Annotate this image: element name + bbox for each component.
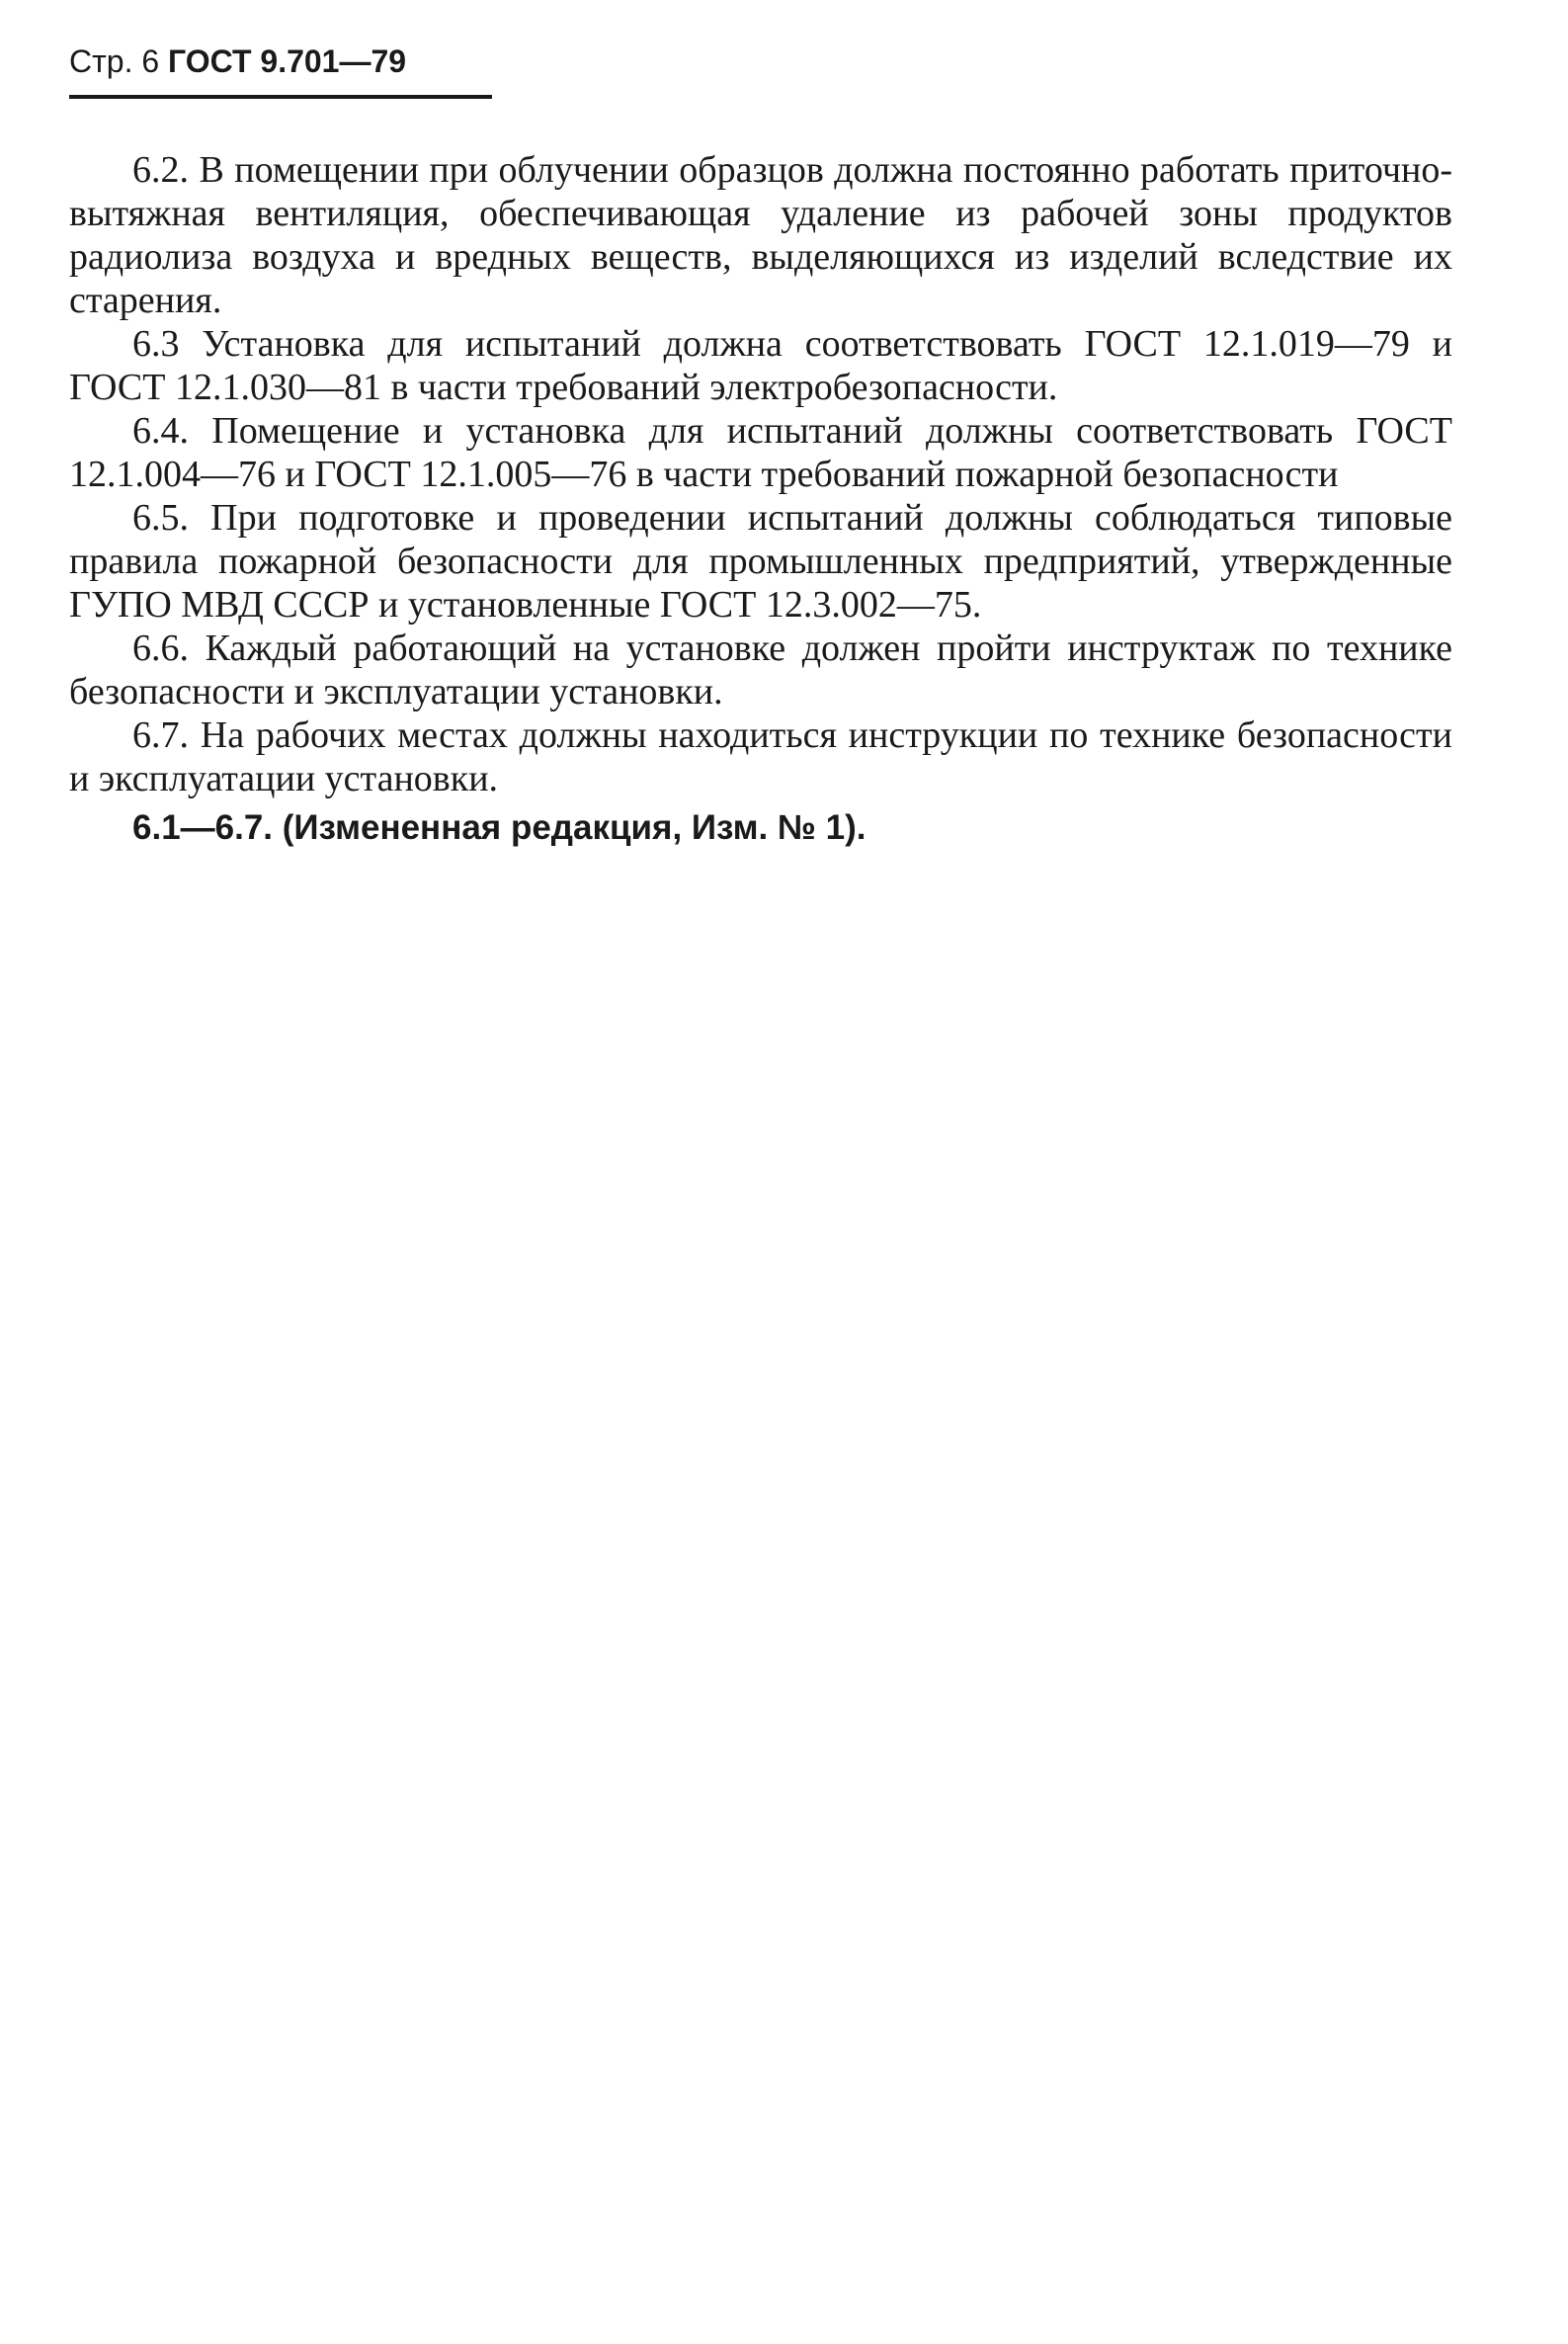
paragraph-6-4: 6.4. Помещение и установка для испытаний должны соответствовать ГОСТ 12.1.004—76 и ГОСТ 12.1.005—76 в части требований пожарной безопасности [69,410,1452,495]
amendment-note: 6.1—6.7. (Измененная редакция, Изм. № 1). [132,808,867,847]
paragraph-6-7: 6.7. На рабочих местах должны находиться инструкции по технике безопасности и эксплуатации установки. [69,714,1452,799]
page-number: Стр. 6 [69,43,160,79]
header-rule [69,95,492,99]
standard-designation: ГОСТ 9.701—79 [168,43,407,79]
paragraph-6-3: 6.3 Установка для испытаний должна соответствовать ГОСТ 12.1.019—79 и ГОСТ 12.1.030—81 в части требований электробезопасности. [69,323,1452,408]
paragraph-6-6: 6.6. Каждый работающий на установке должен пройти инструктаж по технике безопасности и эксплуатации установки. [69,628,1452,712]
page-header [69,42,406,81]
document-body [69,148,1452,852]
paragraph-6-5: 6.5. При подготовке и проведении испытаний должны соблюдаться типовые правила пожарной безопасности для промышленных предприятий, утвержденные ГУПО МВД СССР и установленные ГОСТ 12.3.002—75. [69,497,1452,626]
paragraph-6-2: 6.2. В помещении при облучении образцов должна постоянно работать приточно-вытяжная вентиляция, обеспечивающая удаление из рабочей зоны продуктов радиолиза воздуха и вредных веществ, выделяющихся из изделий вследствие их старения. [69,149,1452,321]
